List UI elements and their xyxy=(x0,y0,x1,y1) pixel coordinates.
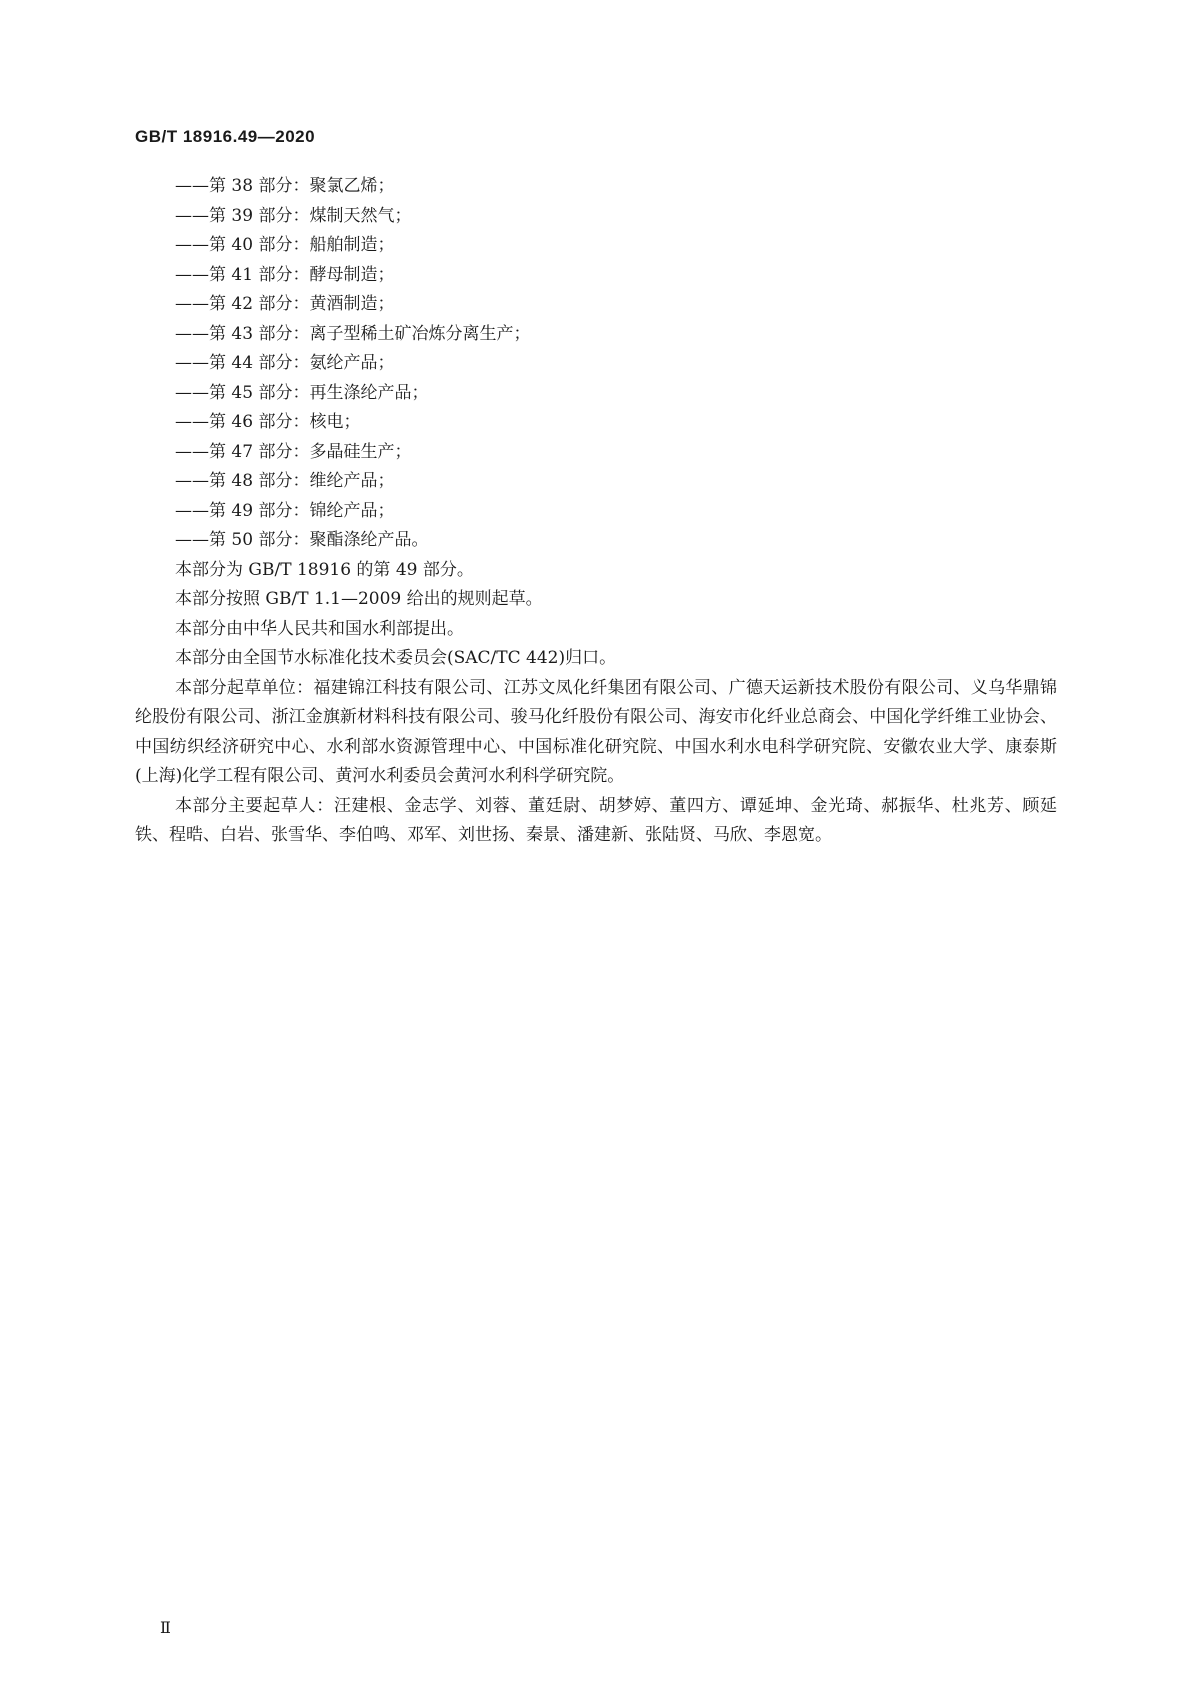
page-number: Ⅱ xyxy=(160,1618,171,1637)
list-item: ——第 43 部分：离子型稀土矿冶炼分离生产； xyxy=(175,323,531,344)
list-item: ——第 40 部分：船舶制造； xyxy=(175,235,395,255)
list-item: ——第 48 部分：维纶产品； xyxy=(175,471,395,491)
drafting-units-paragraph: 本部分起草单位：福建锦江科技有限公司、江苏文凤化纤集团有限公司、广德天运新技术股份有限公司、义乌华鼎锦纶股份有限公司、浙江金旗新材料科技有限公司、骏马化纤股份有限公司、海安市化纤业总商会、中国化学纤维工业协会、中国纺织经济研究中心、水利部水资源管理中心、中国标准化研究院、中国水利水电科学研究院、安徽农业大学、康泰斯(上海)化学工程有限公司、黄河水利委员会黄河水利科学研究院。 xyxy=(135,677,1057,786)
document-code-header: GB/T 18916.49—2020 xyxy=(135,127,316,146)
list-item: ——第 46 部分：核电； xyxy=(175,412,361,432)
list-item: ——第 49 部分：锦纶产品； xyxy=(175,500,395,521)
list-item: ——第 42 部分：黄酒制造； xyxy=(175,294,395,314)
proposer-paragraph: 本部分由中华人民共和国水利部提出。 xyxy=(175,618,464,639)
list-item: ——第 39 部分：煤制天然气； xyxy=(175,205,412,226)
list-item: ——第 47 部分：多晶硅生产； xyxy=(175,441,412,462)
document-body xyxy=(135,172,1057,851)
drafters-paragraph: 本部分主要起草人：汪建根、金志学、刘蓉、董廷尉、胡梦婷、董四方、谭延坤、金光琦、郝振华、杜兆芳、顾延铁、程晧、白岩、张雪华、李伯鸣、邓军、刘世扬、秦景、潘建新、张陆贤、马欣、李恩宽。 xyxy=(135,795,1057,845)
list-item: ——第 44 部分：氨纶产品； xyxy=(175,353,395,373)
parts-list xyxy=(135,172,1057,556)
list-item: ——第 45 部分：再生涤纶产品； xyxy=(175,382,429,403)
list-item: ——第 38 部分：聚氯乙烯； xyxy=(175,176,395,196)
list-item: ——第 41 部分：酵母制造； xyxy=(175,264,395,285)
jurisdiction-paragraph: 本部分由全国节水标准化技术委员会(SAC/TC 442)归口。 xyxy=(175,648,617,668)
list-item: ——第 50 部分：聚酯涤纶产品。 xyxy=(175,530,429,550)
part-number-paragraph: 本部分为 GB/T 18916 的第 49 部分。 xyxy=(175,559,474,580)
drafting-rules-paragraph: 本部分按照 GB/T 1.1—2009 给出的规则起草。 xyxy=(175,589,543,609)
